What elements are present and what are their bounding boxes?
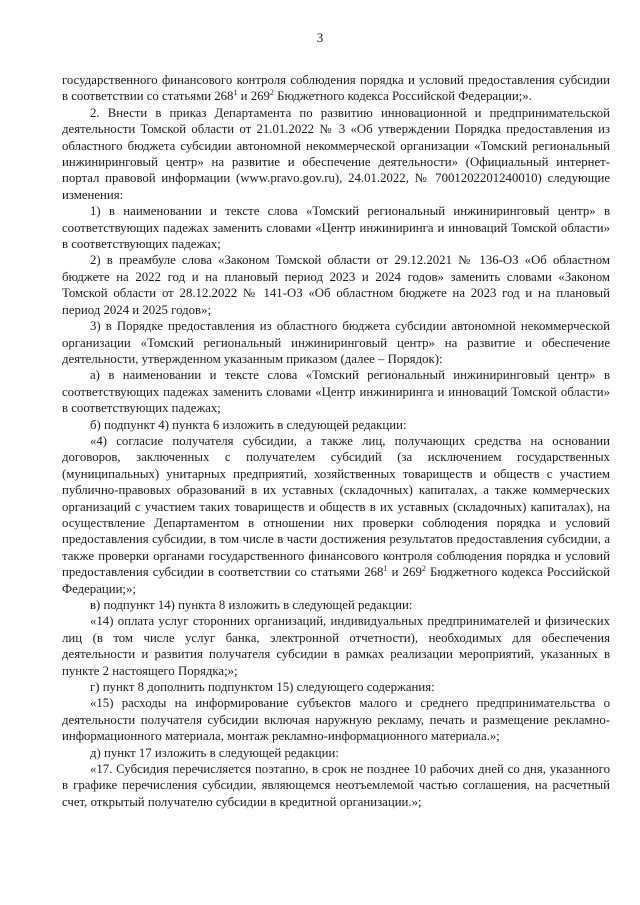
paragraph: «15) расходы на информирование субъектов малого и среднего предпринимательства о деятельности получателя субсидии включая наружную рекламу, печать и размещение рекламно-информационного материала, монтаж рекламно-информационного материала.»; [62, 696, 610, 744]
paragraph: «4) согласие получателя субсидии, а также лиц, получающих средства на основании договоров, заключенных с получателем субсидий (за исключением государственных (муниципальных) унитарных предприятий, хозяйственных товариществ и обществ с участием публично-правовых образований в их уставных (складочных) капиталах, а также коммерческих организаций с участием таких товариществ и обществ в их уставных (складочных) капиталах), на осуществление Департаментом в отношении них проверки соблюдения порядка и условий предоставления субсидии, в том числе в части достижения результатов предоставления субсидии, а также проверки органами государственного финансового контроля соблюдения порядка и условий предоставления субсидии в соответствии со статьями $268^1$ и $269^2$ Бюджетного кодекса Российской Федерации;»; [62, 433, 610, 596]
paragraph: 1) в наименовании и тексте слова «Томский региональный инжиниринговый центр» в соответствующих падежах заменить словами «Центр инжиниринга и инноваций Томской области» в соответствующих падежах; [62, 204, 610, 252]
paragraph: в) подпункт 14) пункта 8 изложить в следующей редакции: [90, 598, 413, 612]
paragraph: «17. Субсидия перечисляется поэтапно, в срок не позднее 10 рабочих дней со дня, указанного в графике перечисления субсидии, являющемся неотъемлемой частью соглашения, на расчетный счет, открытый получателю субсидии в кредитной организации.»; [62, 762, 610, 809]
paragraph: 2. Внести в приказ Департамента по развитию инновационной и предпринимательской деятельности Томской области от 21.01.2022 № 3 «Об утверждении Порядка предоставления из областного бюджета субсидии автономной некоммерческой организации «Томский региональный инжиниринговый центр» на развитие и обеспечение деятельности» (Официальный интернет-портал правовой информации (www.pravo.gov.ru), 24.01.2022, № 7001202201240010) следующие изменения: [62, 105, 610, 202]
paragraph: д) пункт 17 изложить в следующей редакции: [90, 745, 339, 760]
paragraph: «14) оплата услуг сторонних организаций, индивидуальных предпринимателей и физических лиц (в том числе услуг банка, электронной отчетности), необходимых для обеспечения деятельности и развития получателя субсидии в рамках реализации мероприятий, указанных в пункте 2 настоящего Порядка;»; [62, 614, 610, 678]
document-body [62, 72, 610, 810]
paragraph: 2) в преамбуле слова «Законом Томской области от 29.12.2021 № 136-ОЗ «Об областном бюджете на 2022 год и на плановый период 2023 и 2024 годов» заменить словами «Законом Томской области от 28.12.2022 № 141-ОЗ «Об областном бюджете на 2023 год и на плановый период 2024 и 2025 годов»; [62, 253, 610, 317]
paragraph: г) пункт 8 дополнить подпунктом 15) следующего содержания: [90, 680, 435, 695]
page-number: 3 [316, 30, 324, 45]
paragraph: б) подпункт 4) пункта 6 изложить в следующей редакции: [90, 417, 407, 432]
paragraph: 3) в Порядке предоставления из областного бюджета субсидии автономной некоммерческой организации «Томский региональный инжиниринговый центр» на развитие и обеспечение деятельности, утвержденном указанным приказом (далее – Порядок): [62, 319, 610, 366]
paragraph: а) в наименовании и тексте слова «Томский региональный инжиниринговый центр» в соответствующих падежах заменить словами «Центр инжиниринга и инноваций Томской области» в соответствующих падежах; [62, 368, 610, 416]
paragraph: государственного финансового контроля соблюдения порядка и условий предоставления субсидии в соответствии со статьями $268^1$ и $269^2$ Бюджетного кодекса Российской Федерации;». [62, 73, 610, 104]
